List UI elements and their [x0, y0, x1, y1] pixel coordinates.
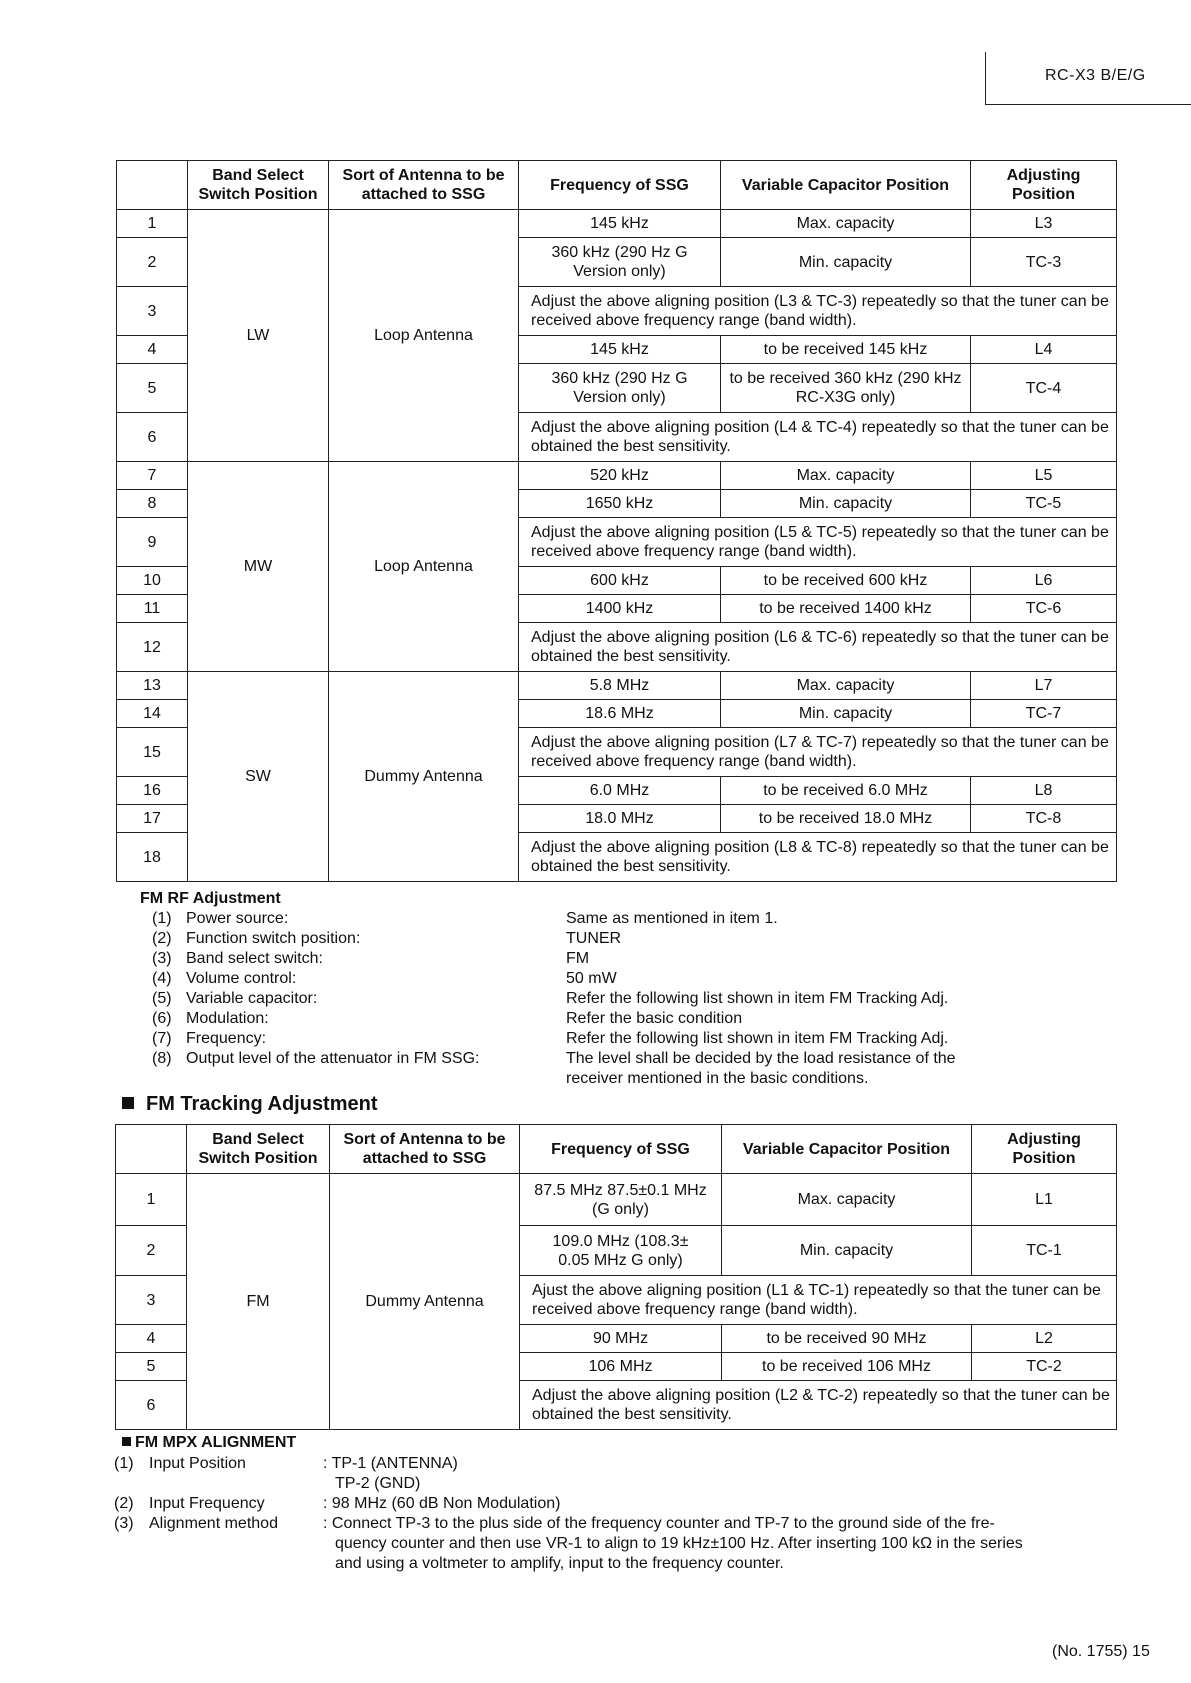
row-number: 5 [116, 1353, 187, 1381]
mpx-line: : TP-1 (ANTENNA) [323, 1455, 458, 1472]
freq-cell: 1650 kHz [519, 490, 721, 518]
header-band: Band Select Switch Position [187, 1125, 330, 1174]
freq-cell: 360 kHz (290 Hz G Version only) [519, 238, 721, 287]
header-antenna: Sort of Antenna to be attached to SSG [330, 1125, 520, 1174]
fm-rf-label: Band select switch: [186, 950, 323, 967]
fm-rf-label: Variable capacitor: [186, 990, 318, 1007]
note-cell: Adjust the above aligning position (L4 & TC-4) repeatedly so that the tuner can be obtained the best sensitivity. [519, 413, 1117, 462]
fm-rf-label: Volume control: [186, 970, 297, 987]
row-number: 4 [117, 336, 188, 364]
mpx-num: (3) [114, 1515, 134, 1532]
freq-cell: 87.5 MHz 87.5±0.1 MHz (G only) [520, 1174, 722, 1226]
header-freq: Frequency of SSG [519, 161, 721, 210]
row-number: 8 [117, 490, 188, 518]
note-cell: Adjust the above aligning position (L2 & TC-2) repeatedly so that the tuner can be obtained the best sensitivity. [520, 1381, 1117, 1430]
note-cell: Adjust the above aligning position (L8 & TC-8) repeatedly so that the tuner can be obtained the best sensitivity. [519, 833, 1117, 882]
fm-rf-num: (7) [152, 1030, 172, 1047]
fm-rf-value: Refer the following list shown in item FM Tracking Adj. [566, 990, 949, 1007]
fm-rf-label: Frequency: [186, 1030, 267, 1047]
fm-mpx-title [122, 1434, 296, 1452]
row-number: 4 [116, 1325, 187, 1353]
table-row [117, 462, 1117, 490]
cap-cell: Max. capacity [721, 210, 971, 238]
freq-cell: 106 MHz [520, 1353, 722, 1381]
row-number: 10 [117, 567, 188, 595]
fm-rf-value: Same as mentioned in item 1. [566, 910, 778, 927]
mpx-line: TP-2 (GND) [335, 1475, 421, 1492]
cap-cell: to be received 1400 kHz [721, 595, 971, 623]
adj-cell: TC-6 [971, 595, 1117, 623]
adj-cell: TC-4 [971, 364, 1117, 413]
fm-tracking-title-text: FM Tracking Adjustment [146, 1093, 378, 1115]
model-number: RC-X3 B/E/G [1045, 67, 1146, 84]
header-antenna: Sort of Antenna to be attached to SSG [329, 161, 519, 210]
mpx-line: and using a voltmeter to amplify, input to the frequency counter. [335, 1555, 784, 1572]
mpx-label: Input Position [149, 1455, 246, 1472]
antenna-cell: Loop Antenna [329, 462, 519, 672]
fm-rf-num: (2) [152, 930, 172, 947]
row-number: 3 [117, 287, 188, 336]
mpx-line: quency counter and then use VR-1 to align to 19 kHz±100 Hz. After inserting 100 kΩ in the series [335, 1535, 1023, 1552]
row-number: 16 [117, 777, 188, 805]
row-number: 3 [116, 1276, 187, 1325]
antenna-cell: Loop Antenna [329, 210, 519, 462]
row-number: 11 [117, 595, 188, 623]
fm-rf-label: Power source: [186, 910, 289, 927]
adj-cell: TC-3 [971, 238, 1117, 287]
fm-rf-title: FM RF Adjustment [140, 890, 281, 907]
row-number: 14 [117, 700, 188, 728]
header-adj: Adjusting Position [971, 161, 1117, 210]
header-band: Band Select Switch Position [188, 161, 329, 210]
band-cell: SW [188, 672, 329, 882]
adj-cell: L4 [971, 336, 1117, 364]
row-number: 1 [116, 1174, 187, 1226]
fm-rf-label: Function switch position: [186, 930, 361, 947]
freq-cell: 90 MHz [520, 1325, 722, 1353]
adj-cell: TC-2 [972, 1353, 1117, 1381]
adj-cell: L3 [971, 210, 1117, 238]
cap-cell: Max. capacity [722, 1174, 972, 1226]
bullet-square-icon [122, 1097, 134, 1109]
freq-cell: 520 kHz [519, 462, 721, 490]
mpx-num: (2) [114, 1495, 134, 1512]
band-cell: FM [187, 1174, 330, 1430]
bullet-square-icon [122, 1437, 131, 1446]
cap-cell: Min. capacity [721, 700, 971, 728]
header-freq: Frequency of SSG [520, 1125, 722, 1174]
freq-cell: 600 kHz [519, 567, 721, 595]
row-number: 2 [117, 238, 188, 287]
cap-cell: Min. capacity [721, 490, 971, 518]
cap-cell: Max. capacity [721, 672, 971, 700]
page-number: (No. 1755) 15 [1052, 1643, 1150, 1660]
header-cap: Variable Capacitor Position [721, 161, 971, 210]
fm-rf-value: FM [566, 950, 590, 967]
row-number: 1 [117, 210, 188, 238]
fm-rf-value: The level shall be decided by the load resistance of the [566, 1050, 956, 1067]
adj-cell: L5 [971, 462, 1117, 490]
row-number: 6 [116, 1381, 187, 1430]
fm-tracking-table [115, 1124, 1117, 1430]
fm-mpx-title-text: FM MPX ALIGNMENT [135, 1434, 297, 1451]
header-no [117, 161, 188, 210]
freq-cell: 18.0 MHz [519, 805, 721, 833]
note-cell: Adjust the above aligning position (L7 & TC-7) repeatedly so that the tuner can be received above frequency range (band width). [519, 728, 1117, 777]
cap-cell: to be received 106 MHz [722, 1353, 972, 1381]
adj-cell: TC-1 [972, 1226, 1117, 1276]
freq-cell: 6.0 MHz [519, 777, 721, 805]
row-number: 6 [117, 413, 188, 462]
mpx-num: (1) [114, 1455, 134, 1472]
note-cell: Adjust the above aligning position (L5 & TC-5) repeatedly so that the tuner can be received above frequency range (band width). [519, 518, 1117, 567]
header-adj: Adjusting Position [972, 1125, 1117, 1174]
row-number: 15 [117, 728, 188, 777]
fm-rf-label: Output level of the attenuator in FM SSG: [186, 1050, 480, 1067]
band-cell: LW [188, 210, 329, 462]
mpx-line: : Connect TP-3 to the plus side of the frequency counter and TP-7 to the ground side of the fre- [323, 1515, 995, 1532]
freq-cell: 145 kHz [519, 210, 721, 238]
band-cell: MW [188, 462, 329, 672]
cap-cell: Min. capacity [721, 238, 971, 287]
antenna-cell: Dummy Antenna [330, 1174, 520, 1430]
freq-cell: 18.6 MHz [519, 700, 721, 728]
row-number: 7 [117, 462, 188, 490]
fm-rf-value: Refer the basic condition [566, 1010, 743, 1027]
adj-cell: TC-5 [971, 490, 1117, 518]
adj-cell: L1 [972, 1174, 1117, 1226]
table-row [117, 210, 1117, 238]
freq-cell: 145 kHz [519, 336, 721, 364]
freq-cell: 360 kHz (290 Hz G Version only) [519, 364, 721, 413]
freq-cell: 1400 kHz [519, 595, 721, 623]
cap-cell: to be received 360 kHz (290 kHz RC-X3G only) [721, 364, 971, 413]
row-number: 18 [117, 833, 188, 882]
table-row [116, 1174, 1117, 1226]
note-cell: Ajust the above aligning position (L1 & TC-1) repeatedly so that the tuner can be received above frequency range (band width). [520, 1276, 1117, 1325]
fm-rf-num: (1) [152, 910, 172, 927]
freq-cell: 5.8 MHz [519, 672, 721, 700]
cap-cell: to be received 18.0 MHz [721, 805, 971, 833]
cap-cell: to be received 600 kHz [721, 567, 971, 595]
antenna-cell: Dummy Antenna [329, 672, 519, 882]
row-number: 17 [117, 805, 188, 833]
note-cell: Adjust the above aligning position (L3 & TC-3) repeatedly so that the tuner can be received above frequency range (band width). [519, 287, 1117, 336]
row-number: 12 [117, 623, 188, 672]
adj-cell: L6 [971, 567, 1117, 595]
cap-cell: to be received 145 kHz [721, 336, 971, 364]
fm-rf-num: (3) [152, 950, 172, 967]
mpx-line: : 98 MHz (60 dB Non Modulation) [323, 1495, 561, 1512]
adj-cell: L7 [971, 672, 1117, 700]
fm-rf-num: (8) [152, 1050, 172, 1067]
fm-tracking-title [122, 1093, 378, 1116]
note-cell: Adjust the above aligning position (L6 & TC-6) repeatedly so that the tuner can be obtained the best sensitivity. [519, 623, 1117, 672]
adj-cell: L2 [972, 1325, 1117, 1353]
fm-rf-num: (5) [152, 990, 172, 1007]
adj-cell: TC-7 [971, 700, 1117, 728]
am-alignment-table [116, 160, 1117, 882]
fm-rf-label: Modulation: [186, 1010, 269, 1027]
fm-rf-num: (6) [152, 1010, 172, 1027]
cap-cell: Min. capacity [722, 1226, 972, 1276]
mpx-label: Input Frequency [149, 1495, 265, 1512]
table-row [117, 672, 1117, 700]
adj-cell: L8 [971, 777, 1117, 805]
fm-rf-num: (4) [152, 970, 172, 987]
row-number: 2 [116, 1226, 187, 1276]
cap-cell: to be received 90 MHz [722, 1325, 972, 1353]
freq-cell: 109.0 MHz (108.3± 0.05 MHz G only) [520, 1226, 722, 1276]
header-no [116, 1125, 187, 1174]
row-number: 9 [117, 518, 188, 567]
fm-rf-value: 50 mW [566, 970, 617, 987]
fm-rf-value: receiver mentioned in the basic conditions. [566, 1070, 869, 1087]
row-number: 5 [117, 364, 188, 413]
fm-rf-value: TUNER [566, 930, 622, 947]
adj-cell: TC-8 [971, 805, 1117, 833]
fm-rf-value: Refer the following list shown in item FM Tracking Adj. [566, 1030, 949, 1047]
cap-cell: to be received 6.0 MHz [721, 777, 971, 805]
mpx-label: Alignment method [149, 1515, 278, 1532]
cap-cell: Max. capacity [721, 462, 971, 490]
row-number: 13 [117, 672, 188, 700]
header-cap: Variable Capacitor Position [722, 1125, 972, 1174]
